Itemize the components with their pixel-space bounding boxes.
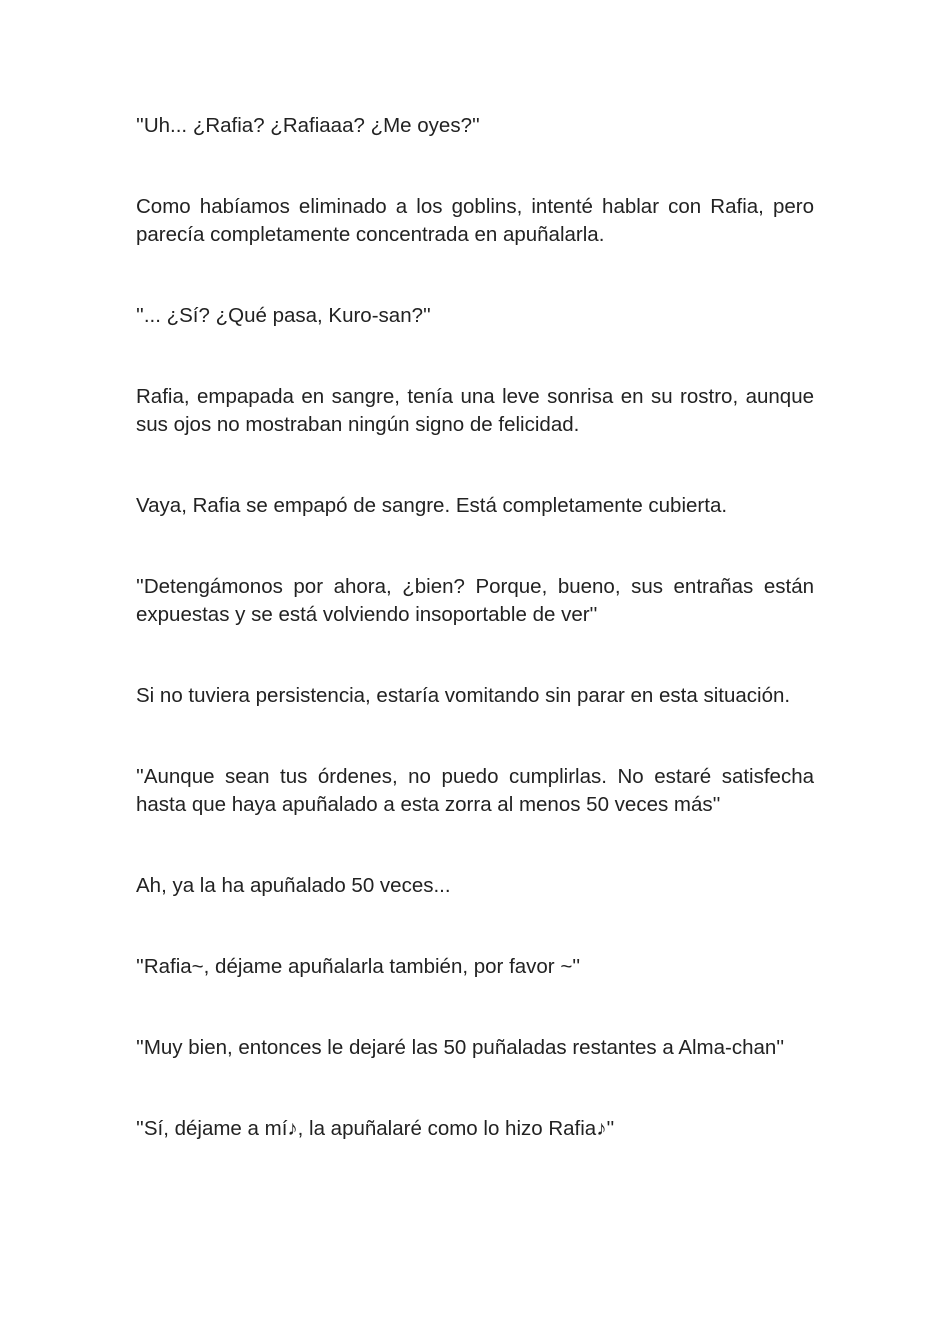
- paragraph-6: ''Detengámonos por ahora, ¿bien? Porque, bueno, sus entrañas están expuestas y se está volviendo insoportable de ver'': [136, 575, 814, 626]
- paragraph-9: Ah, ya la ha apuñalado 50 veces...: [136, 874, 451, 897]
- paragraph-4: Rafia, empapada en sangre, tenía una leve sonrisa en su rostro, aunque sus ojos no mostraban ningún signo de felicidad.: [136, 385, 814, 436]
- paragraph-2: Como habíamos eliminado a los goblins, intenté hablar con Rafia, pero parecía completamente concentrada en apuñalarla.: [136, 195, 814, 246]
- paragraph-1: ''Uh... ¿Rafia? ¿Rafiaaa? ¿Me oyes?'': [136, 114, 480, 137]
- paragraph-10: ''Rafia~, déjame apuñalarla también, por favor ~'': [136, 955, 581, 978]
- paragraph-12: ''Sí, déjame a mí♪, la apuñalaré como lo hizo Rafia♪'': [136, 1117, 615, 1140]
- document-body: [136, 112, 814, 1196]
- paragraph-5: Vaya, Rafia se empapó de sangre. Está completamente cubierta.: [136, 494, 728, 517]
- paragraph-7: Si no tuviera persistencia, estaría vomitando sin parar en esta situación.: [136, 684, 791, 707]
- paragraph-11: ''Muy bien, entonces le dejaré las 50 puñaladas restantes a Alma-chan'': [136, 1036, 785, 1059]
- paragraph-8: ''Aunque sean tus órdenes, no puedo cumplirlas. No estaré satisfecha hasta que haya apuñalado a esta zorra al menos 50 veces más'': [136, 765, 814, 816]
- paragraph-3: ''... ¿Sí? ¿Qué pasa, Kuro-san?'': [136, 304, 431, 327]
